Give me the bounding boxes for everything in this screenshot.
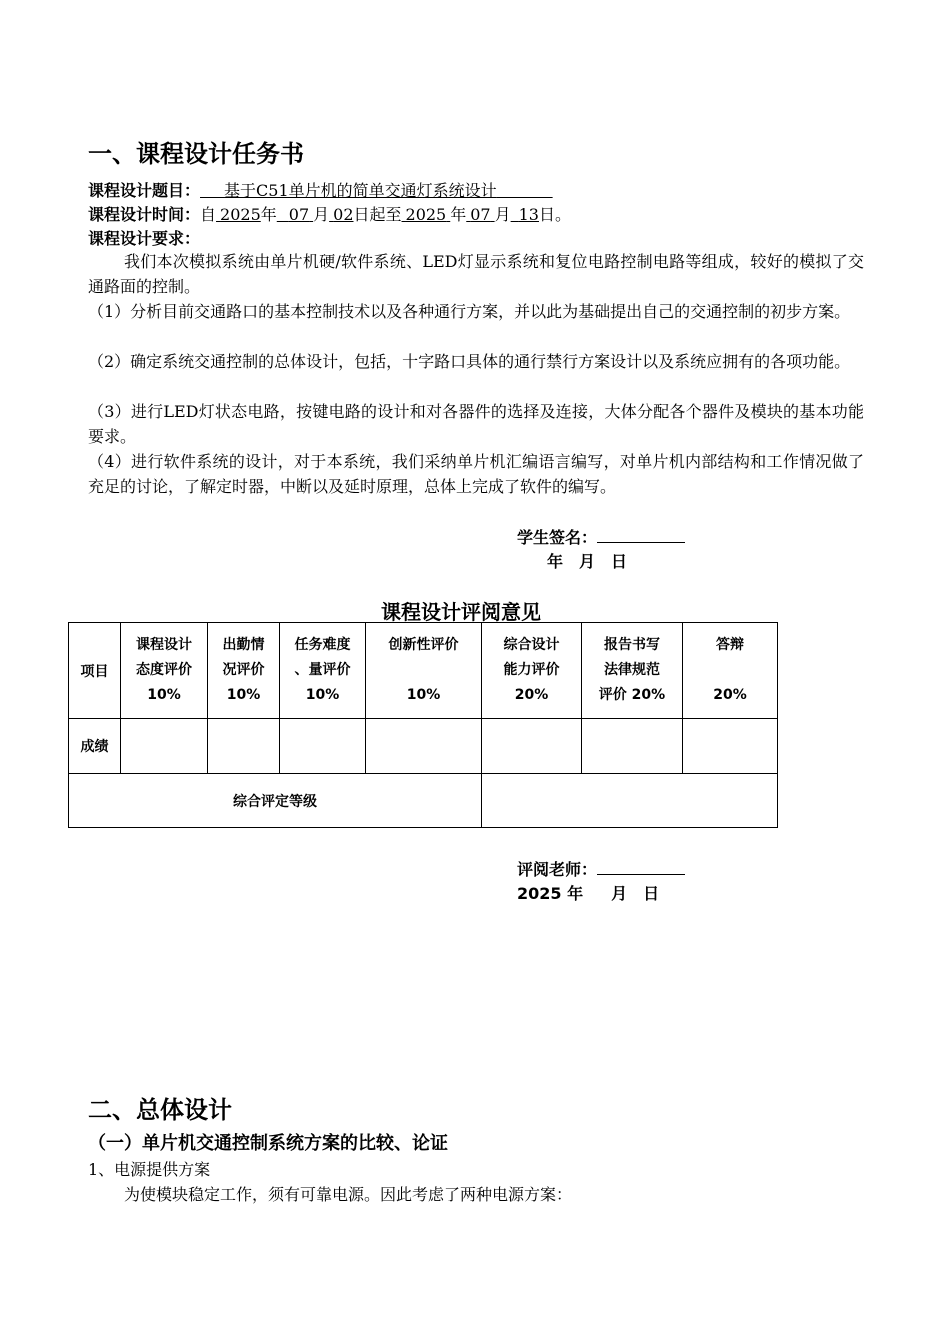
- end-year: [402, 205, 451, 224]
- header-innovation-l2: [366, 658, 481, 683]
- end-day: [511, 205, 539, 224]
- review-title: 课程设计评阅意见: [381, 600, 541, 624]
- header-difficulty-l2: 、量评价: [294, 662, 351, 678]
- requirements-intro: 我们本次模拟系统由单片机硬/软件系统、LED灯显示系统和复位电路控制电路等组成，较好的模拟了交通路面的控制。: [88, 252, 864, 296]
- header-report-l2: 法律规范: [604, 662, 660, 678]
- teacher-label: 评阅老师：: [517, 860, 598, 879]
- header-innovation-pct: 10%: [406, 687, 441, 703]
- header-report-l3: 评价 20%: [598, 687, 666, 703]
- header-report-l1: 报告书写: [604, 637, 660, 653]
- requirement-item-1: （1）分析目前交通路口的基本控制技术以及各种通行方案，并以此为基础提出自己的交通控制的初步方案。: [88, 302, 851, 321]
- time-line: [88, 202, 571, 225]
- grade-row: [69, 774, 778, 828]
- header-difficulty: [280, 623, 366, 719]
- section2-title: 二、总体设计: [88, 1096, 232, 1124]
- header-defense: [683, 623, 778, 719]
- header-attendance-pct: 10%: [226, 687, 261, 703]
- grade-value-cell[interactable]: [482, 774, 778, 828]
- review-date-year: 2025 年: [517, 884, 584, 903]
- header-attitude-pct: 10%: [147, 687, 181, 703]
- topic-value: [200, 181, 553, 200]
- header-difficulty-pct: 10%: [305, 687, 340, 703]
- topic-line: [88, 178, 553, 201]
- score-label: 成绩: [69, 719, 121, 774]
- start-day-text: 02: [333, 205, 354, 224]
- header-difficulty-l1: 任务难度: [294, 637, 351, 653]
- header-attendance-l2: 况评价: [222, 662, 265, 678]
- day-unit-2: 日。: [538, 205, 571, 224]
- grade-label: 综合评定等级: [69, 774, 482, 828]
- requirement-item-4: （4）进行软件系统的设计，对于本系统，我们采纳单片机汇编语言编写，对单片机内部结构和工作情况做了充足的讨论，了解定时器，中断以及延时原理，总体上完成了软件的编写。: [88, 452, 864, 496]
- time-from: 自: [200, 205, 217, 224]
- header-innovation: [366, 623, 482, 719]
- section1-title: 一、课程设计任务书: [88, 140, 304, 168]
- score-cell-innovation[interactable]: [366, 719, 482, 774]
- year-unit-2: 年: [450, 205, 467, 224]
- header-defense-pct: 20%: [713, 687, 747, 703]
- header-attitude-l2: 态度评价: [136, 662, 192, 678]
- review-date-rest: 月 日: [611, 884, 660, 903]
- topic-label: 课程设计题目：: [88, 181, 201, 200]
- header-defense-l2: [683, 658, 777, 683]
- power-supply-heading: 1、电源提供方案: [88, 1160, 211, 1179]
- topic-value-text: 基于C51单片机的简单交通灯系统设计: [224, 181, 497, 200]
- month-unit-2: 月: [494, 205, 511, 224]
- header-design-l2: 能力评价: [503, 662, 560, 678]
- requirement-item-2: （2）确定系统交通控制的总体设计，包括，十字路口具体的通行禁行方案设计以及系统应拥有的各项功能。: [88, 352, 851, 371]
- teacher-signature: [517, 857, 685, 880]
- requirement-item-3: （3）进行LED灯状态电路，按键电路的设计和对各器件的选择及连接，大体分配各个器件及模块的基本功能要求。: [88, 402, 864, 446]
- header-innovation-l1: 创新性评价: [388, 637, 459, 653]
- header-attendance: [208, 623, 280, 719]
- score-cell-difficulty[interactable]: [280, 719, 366, 774]
- score-cell-design[interactable]: [482, 719, 582, 774]
- end-year-text: 2025: [405, 205, 447, 224]
- section2-subtitle: （一）单片机交通控制系统方案的比较、论证: [88, 1133, 448, 1154]
- score-row: [69, 719, 778, 774]
- header-item: 项目: [69, 623, 121, 719]
- score-cell-defense[interactable]: [683, 719, 778, 774]
- month-unit-1: 月: [313, 205, 330, 224]
- review-date: [517, 881, 659, 904]
- teacher-sign-line: [597, 858, 685, 875]
- end-day-text: 13: [518, 205, 539, 224]
- power-supply-text: 为使模块稳定工作，须有可靠电源。因此考虑了两种电源方案：: [124, 1185, 573, 1204]
- start-month-text: 07: [288, 205, 310, 224]
- end-month-text: 07: [470, 205, 491, 224]
- header-report: [582, 623, 683, 719]
- header-attitude: [121, 623, 208, 719]
- header-defense-l1: 答辩: [716, 637, 744, 653]
- requirements-label: 课程设计要求：: [88, 229, 201, 248]
- header-attitude-l1: 课程设计: [136, 637, 192, 653]
- start-year: [216, 205, 261, 224]
- student-date: 年 月 日: [547, 552, 628, 571]
- header-design-l1: 综合设计: [503, 637, 560, 653]
- start-day: [329, 205, 353, 224]
- start-year-text: 2025: [220, 205, 261, 224]
- end-month: [466, 205, 494, 224]
- review-table: [68, 622, 778, 828]
- year-unit-1: 年: [260, 205, 277, 224]
- student-signature: [517, 525, 685, 548]
- signature-line: [597, 526, 685, 543]
- header-row: [69, 623, 778, 719]
- time-label: 课程设计时间：: [88, 205, 201, 224]
- score-cell-attendance[interactable]: [208, 719, 280, 774]
- score-cell-attitude[interactable]: [121, 719, 208, 774]
- header-attendance-l1: 出勤情: [222, 637, 265, 653]
- header-design-pct: 20%: [514, 687, 549, 703]
- student-sign-label: 学生签名：: [517, 528, 598, 547]
- start-month: [277, 205, 313, 224]
- score-cell-report[interactable]: [582, 719, 683, 774]
- day-to: 日起至: [353, 205, 402, 224]
- header-design-ability: [482, 623, 582, 719]
